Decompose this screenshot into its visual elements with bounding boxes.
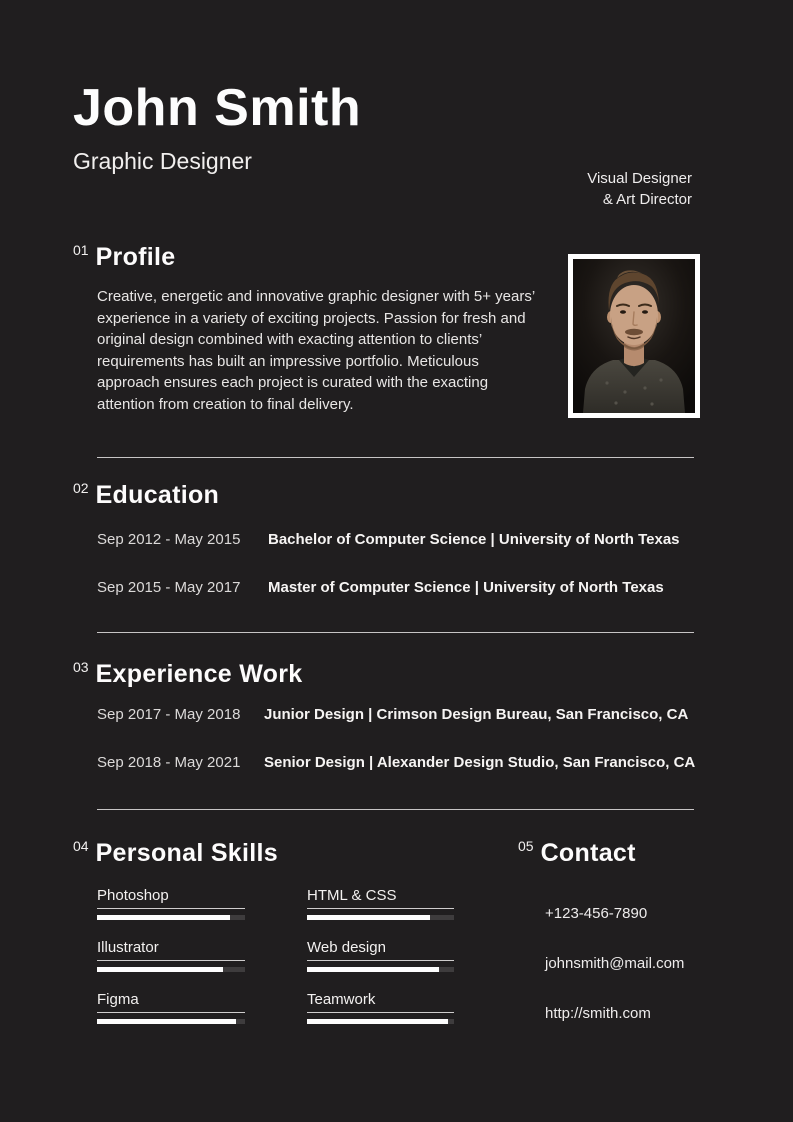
skill-item	[307, 886, 454, 920]
skill-label: Web design	[307, 939, 386, 956]
experience-heading-row	[73, 657, 720, 691]
skill-item	[307, 938, 454, 972]
profile-summary-text: Creative, energetic and innovative graphic designer with 5+ years’ experience in a variety of exciting projects. Passion for fresh and original design combined with exacting attention to clients’ requirements has built an impressive portfolio. Meticulous approach ensures each project is curated with the exacting attention from creation to final delivery.	[97, 288, 535, 413]
skill-bar-track	[97, 915, 245, 920]
section-divider	[97, 809, 694, 810]
person-name: John Smith	[73, 79, 362, 137]
section-title-contact: Contact	[540, 839, 636, 867]
skill-label: Illustrator	[97, 939, 159, 956]
section-education	[73, 478, 720, 598]
skill-bar-fill	[307, 915, 430, 920]
skill-bar-track	[307, 1019, 454, 1024]
bottom-columns	[73, 836, 720, 1024]
skill-underline	[97, 908, 245, 909]
skill-item	[97, 886, 245, 920]
contact-list	[545, 903, 684, 1024]
section-number: 02	[73, 480, 89, 496]
portrait-photo	[568, 254, 700, 418]
experience-row	[97, 753, 720, 773]
skill-underline	[307, 908, 454, 909]
contact-heading-row	[518, 836, 684, 870]
section-contact	[518, 836, 684, 1024]
experience-dates: Sep 2017 - May 2018	[97, 706, 241, 723]
education-row	[97, 578, 720, 598]
section-number: 03	[73, 659, 89, 675]
education-heading-row	[73, 478, 720, 512]
experience-row	[97, 705, 720, 725]
skill-underline	[97, 1012, 245, 1013]
skill-underline	[97, 960, 245, 961]
education-degree: Master of Computer Science | University of North Texas	[268, 579, 664, 596]
skills-heading-row	[73, 836, 453, 870]
person-job-title: Graphic Designer	[73, 148, 252, 174]
section-title-experience: Experience Work	[95, 660, 303, 688]
skill-bar-fill	[307, 1019, 448, 1024]
section-number: 01	[73, 242, 89, 258]
skill-underline	[307, 960, 454, 961]
skill-label: HTML & CSS	[307, 887, 397, 904]
skill-bar-fill	[307, 967, 439, 972]
skill-item	[97, 938, 245, 972]
experience-position: Junior Design | Crimson Design Bureau, San Francisco, CA	[264, 706, 689, 723]
skill-bar-track	[307, 967, 454, 972]
skill-label: Teamwork	[307, 991, 376, 1008]
section-divider	[97, 457, 694, 458]
section-divider	[97, 632, 694, 633]
skill-bar-fill	[97, 1019, 236, 1024]
tagline-line1: Visual Designer	[587, 170, 692, 187]
tagline-line2: & Art Director	[602, 191, 692, 208]
skill-underline	[307, 1012, 454, 1013]
section-number: 05	[518, 838, 534, 854]
section-skills	[73, 836, 453, 1024]
education-row	[97, 530, 720, 550]
education-dates: Sep 2015 - May 2017	[97, 579, 241, 596]
tagline	[587, 168, 692, 210]
section-number: 04	[73, 838, 89, 854]
education-dates: Sep 2012 - May 2015	[97, 531, 241, 548]
section-title-skills: Personal Skills	[95, 839, 278, 867]
skill-bar-track	[97, 1019, 245, 1024]
skill-item	[97, 990, 245, 1024]
contact-phone: +123-456-7890	[545, 905, 648, 922]
resume-content	[73, 0, 720, 1024]
section-experience	[73, 657, 720, 773]
experience-position: Senior Design | Alexander Design Studio, San Francisco, CA	[264, 754, 696, 771]
section-title-profile: Profile	[95, 243, 176, 271]
section-title-education: Education	[95, 481, 220, 509]
skill-bar-fill	[97, 915, 230, 920]
portrait-photo-illustration	[573, 259, 695, 413]
contact-email: johnsmith@mail.com	[545, 955, 685, 972]
contact-website: http://smith.com	[545, 1005, 651, 1022]
skill-bar-track	[307, 915, 454, 920]
education-degree: Bachelor of Computer Science | University of North Texas	[268, 531, 680, 548]
skill-label: Photoshop	[97, 887, 169, 904]
skill-item	[307, 990, 454, 1024]
skills-grid	[97, 886, 453, 1024]
skill-bar-fill	[97, 967, 223, 972]
skill-bar-track	[97, 967, 245, 972]
experience-dates: Sep 2018 - May 2021	[97, 754, 241, 771]
skill-label: Figma	[97, 991, 139, 1008]
